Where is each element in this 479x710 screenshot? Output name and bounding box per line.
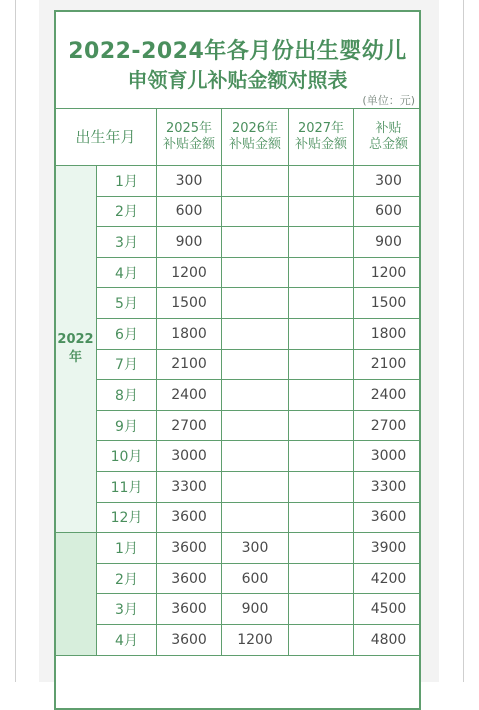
page-edge-right — [463, 0, 464, 682]
total-amount-cell: 300 — [354, 166, 421, 197]
amount-2026-cell — [222, 349, 289, 380]
amount-2027-cell — [289, 196, 354, 227]
unit-note: (单位：元) — [362, 94, 415, 107]
amount-2025-cell: 3000 — [157, 441, 222, 472]
amount-2027-cell — [289, 410, 354, 441]
table-row — [55, 502, 422, 533]
month-cell: 2月 — [97, 563, 157, 594]
amount-2026-cell — [222, 502, 289, 533]
header-2026-label: 补贴金额 — [229, 137, 282, 152]
header-row — [55, 109, 422, 166]
header-2025-year: 2025年 — [165, 121, 213, 136]
month-cell: 5月 — [97, 288, 157, 319]
header-birth-month: 出生年月 — [55, 109, 157, 166]
header-2027-label: 补贴金额 — [295, 137, 348, 152]
table-row — [55, 318, 422, 349]
header-2025 — [157, 109, 222, 166]
table-row — [55, 166, 422, 197]
header-total — [354, 109, 421, 166]
year-suffix: 年 — [68, 350, 82, 366]
amount-2025-cell: 2100 — [157, 349, 222, 380]
month-cell: 3月 — [97, 594, 157, 625]
amount-2025-cell: 1800 — [157, 318, 222, 349]
table-row — [55, 196, 422, 227]
amount-2027-cell — [289, 318, 354, 349]
title-line-2: 申领育儿补贴金额对照表 — [127, 68, 348, 92]
table-row — [55, 288, 422, 319]
amount-2026-cell — [222, 288, 289, 319]
amount-2025-cell: 600 — [157, 196, 222, 227]
header-2026 — [222, 109, 289, 166]
amount-2026-cell: 1200 — [222, 624, 289, 655]
amount-2027-cell — [289, 227, 354, 258]
total-amount-cell: 1800 — [354, 318, 421, 349]
total-amount-cell: 2100 — [354, 349, 421, 380]
amount-2027-cell — [289, 349, 354, 380]
total-amount-cell: 4800 — [354, 624, 421, 655]
amount-2025-cell: 1200 — [157, 257, 222, 288]
table-row — [55, 471, 422, 502]
year-cell — [55, 533, 97, 655]
amount-2025-cell: 3600 — [157, 502, 222, 533]
table-row — [55, 410, 422, 441]
amount-2026-cell — [222, 410, 289, 441]
header-2027-year: 2027年 — [297, 121, 345, 136]
year-label: 2022 — [57, 332, 94, 348]
total-amount-cell: 2400 — [354, 380, 421, 411]
amount-2025-cell: 3600 — [157, 594, 222, 625]
month-cell: 2月 — [97, 196, 157, 227]
month-cell: 8月 — [97, 380, 157, 411]
table-row — [55, 441, 422, 472]
total-amount-cell: 1200 — [354, 257, 421, 288]
document-page — [39, 0, 439, 682]
amount-2026-cell — [222, 380, 289, 411]
year-cell — [55, 166, 97, 533]
total-amount-cell: 900 — [354, 227, 421, 258]
month-cell: 10月 — [97, 441, 157, 472]
table-row — [55, 227, 422, 258]
amount-2027-cell — [289, 471, 354, 502]
amount-2025-cell: 2700 — [157, 410, 222, 441]
amount-2025-cell: 2400 — [157, 380, 222, 411]
total-amount-cell: 600 — [354, 196, 421, 227]
amount-2025-cell: 3600 — [157, 624, 222, 655]
amount-2027-cell — [289, 594, 354, 625]
month-cell: 4月 — [97, 624, 157, 655]
amount-2026-cell — [222, 441, 289, 472]
subsidy-table — [54, 108, 421, 656]
month-cell: 1月 — [97, 533, 157, 564]
subsidy-table-card — [54, 10, 421, 710]
amount-2027-cell — [289, 166, 354, 197]
total-amount-cell: 3300 — [354, 471, 421, 502]
table-row — [55, 257, 422, 288]
header-2025-label: 补贴金额 — [163, 137, 216, 152]
header-2027 — [289, 109, 354, 166]
table-row — [55, 380, 422, 411]
table-row — [55, 563, 422, 594]
amount-2026-cell — [222, 196, 289, 227]
total-amount-cell: 3000 — [354, 441, 421, 472]
month-cell: 1月 — [97, 166, 157, 197]
total-amount-cell: 3900 — [354, 533, 421, 564]
amount-2027-cell — [289, 441, 354, 472]
amount-2027-cell — [289, 380, 354, 411]
month-cell: 9月 — [97, 410, 157, 441]
amount-2026-cell — [222, 318, 289, 349]
total-amount-cell: 3600 — [354, 502, 421, 533]
header-total-line2: 总金额 — [369, 137, 409, 152]
amount-2025-cell: 3600 — [157, 563, 222, 594]
amount-2027-cell — [289, 563, 354, 594]
total-amount-cell: 4200 — [354, 563, 421, 594]
amount-2025-cell: 300 — [157, 166, 222, 197]
title-area — [56, 12, 419, 108]
amount-2026-cell — [222, 257, 289, 288]
title-line-1: 2022-2024年各月份出生婴幼儿 — [68, 39, 407, 64]
amount-2025-cell: 900 — [157, 227, 222, 258]
amount-2027-cell — [289, 288, 354, 319]
table-row — [55, 533, 422, 564]
amount-2026-cell — [222, 227, 289, 258]
month-cell: 11月 — [97, 471, 157, 502]
total-amount-cell: 2700 — [354, 410, 421, 441]
amount-2026-cell: 600 — [222, 563, 289, 594]
month-cell: 6月 — [97, 318, 157, 349]
header-2026-year: 2026年 — [231, 121, 279, 136]
amount-2026-cell — [222, 166, 289, 197]
page-edge-left — [15, 0, 16, 682]
amount-2027-cell — [289, 624, 354, 655]
month-cell: 4月 — [97, 257, 157, 288]
amount-2025-cell: 3300 — [157, 471, 222, 502]
amount-2026-cell: 900 — [222, 594, 289, 625]
amount-2027-cell — [289, 502, 354, 533]
amount-2027-cell — [289, 257, 354, 288]
amount-2025-cell: 1500 — [157, 288, 222, 319]
table-row — [55, 624, 422, 655]
table-row — [55, 349, 422, 380]
month-cell: 3月 — [97, 227, 157, 258]
table-row — [55, 594, 422, 625]
table-body — [55, 166, 422, 656]
month-cell: 12月 — [97, 502, 157, 533]
amount-2026-cell: 300 — [222, 533, 289, 564]
total-amount-cell: 4500 — [354, 594, 421, 625]
amount-2025-cell: 3600 — [157, 533, 222, 564]
amount-2026-cell — [222, 471, 289, 502]
amount-2027-cell — [289, 533, 354, 564]
month-cell: 7月 — [97, 349, 157, 380]
total-amount-cell: 1500 — [354, 288, 421, 319]
header-total-line1: 补贴 — [375, 121, 402, 136]
